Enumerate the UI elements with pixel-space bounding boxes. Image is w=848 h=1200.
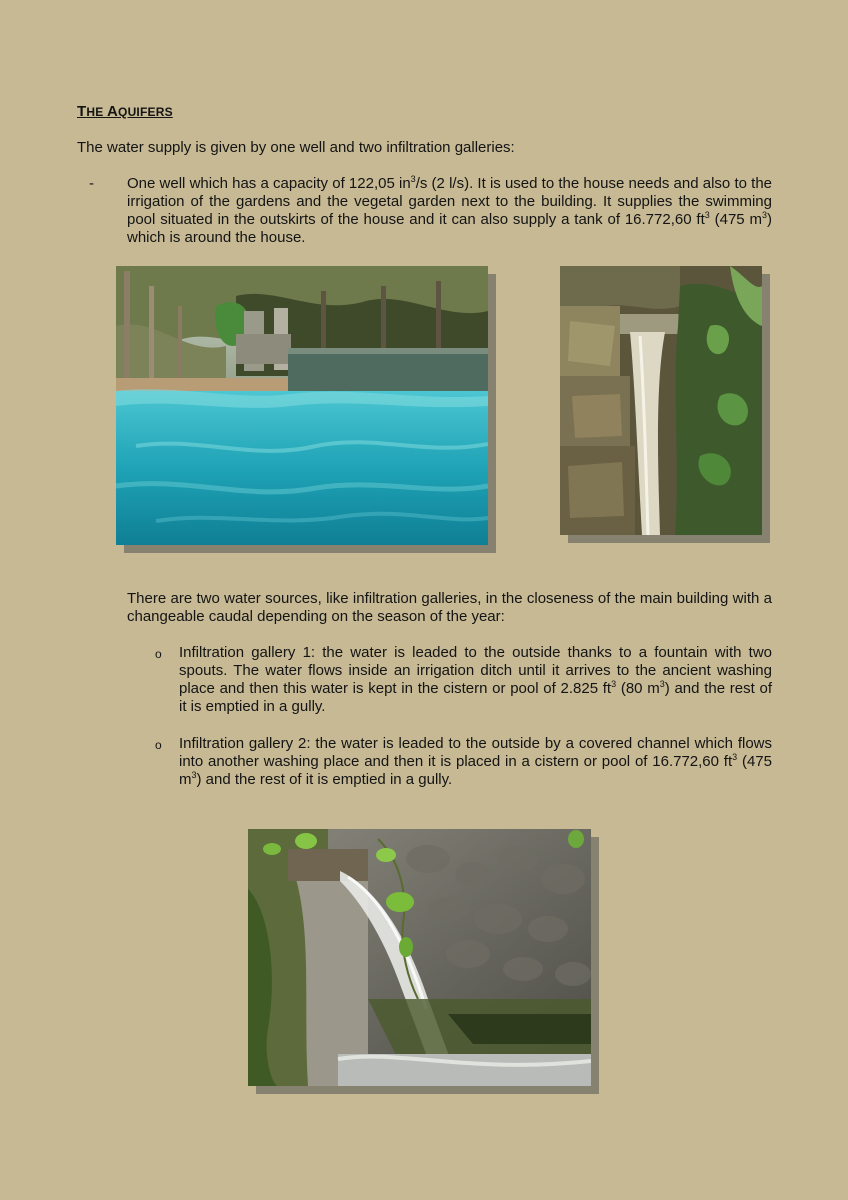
gallery-2-description: Infiltration gallery 2: the water is leaded to the outside by a covered channel which flows into another washing place and then it is placed in a cistern or pool of 16.772,60 $ft^3$ (475 $m^3$) and the rest of it is emptied in a gully.: [179, 735, 772, 788]
intro-paragraph: The water supply is given by one well and two infiltration galleries:: [77, 139, 515, 156]
swimming-pool-photo: [116, 266, 488, 545]
circle-bullet: o: [155, 738, 162, 752]
gallery-1-description: Infiltration gallery 1: the water is leaded to the outside thanks to a fountain with two spouts. The water flows inside an irrigation ditch until it arrives to the ancient washing place and then this water is kept in the cistern or pool of 2.825 $ft^3$ (80 $m^3$) and the rest of it is emptied in a gully.: [179, 644, 773, 715]
water-sources-paragraph: There are two water sources, like infiltration galleries, in the closeness of the main building with a changeable caudal depending on the season of the year:: [127, 590, 772, 625]
well-description: One well which has a capacity of 122,05 $in^3/s$ (2 l/s). It is used to the house needs and also to the irrigation of the gardens and the vegetal garden next to the building. It supplies the swimming pool situated in the outskirts of the house and it can also supply a tank of 16.772,60 $ft^3$ (475 $m^3$) which is around the house.: [127, 174, 773, 246]
stone-waterfall-photo: [560, 266, 762, 535]
section-heading: THE AQUIFERS: [77, 103, 173, 120]
fountain-spout-photo: [248, 829, 591, 1086]
circle-bullet: o: [155, 647, 162, 661]
dash-bullet: -: [89, 175, 94, 192]
